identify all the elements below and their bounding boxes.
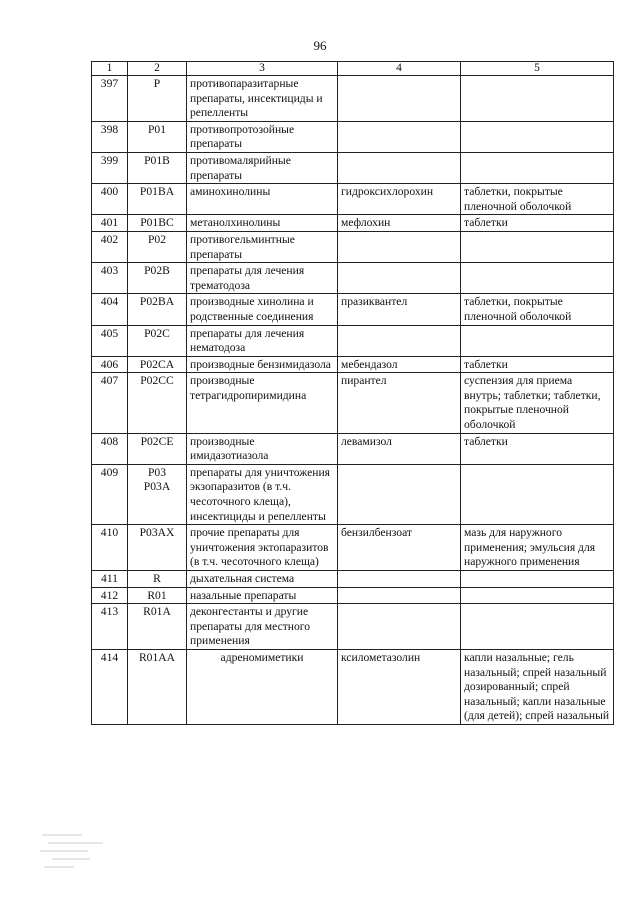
header-col-3: 3 (187, 62, 338, 76)
substance-cell: бензилбензоат (338, 525, 461, 571)
group-name-cell: деконгестанты и другие препараты для местного применения (187, 604, 338, 650)
table-row (92, 373, 614, 433)
table-row (92, 121, 614, 152)
table-row (92, 604, 614, 650)
row-number-cell: 410 (92, 525, 128, 571)
substance-cell (338, 76, 461, 122)
atc-code-cell: P03AX (128, 525, 187, 571)
row-number-cell: 402 (92, 231, 128, 262)
group-name-cell: метанолхинолины (187, 215, 338, 232)
substance-cell (338, 231, 461, 262)
row-number-cell: 399 (92, 152, 128, 183)
atc-code-cell: P02BA (128, 294, 187, 325)
header-row (92, 62, 614, 76)
page-number: 96 (313, 38, 327, 53)
row-number-cell: 412 (92, 587, 128, 604)
atc-code-cell: P02CC (128, 373, 187, 433)
row-number-cell: 400 (92, 184, 128, 215)
dosage-form-cell (461, 263, 614, 294)
row-number-cell: 404 (92, 294, 128, 325)
row-number-cell: 408 (92, 433, 128, 464)
row-number-cell: 398 (92, 121, 128, 152)
group-name-cell: противогельминтные препараты (187, 231, 338, 262)
group-name-cell: назальные препараты (187, 587, 338, 604)
dosage-form-cell (461, 464, 614, 524)
atc-code-cell: P02C (128, 325, 187, 356)
substance-cell: празиквантел (338, 294, 461, 325)
atc-code-cell: P01BA (128, 184, 187, 215)
header-col-2: 2 (128, 62, 187, 76)
group-name-cell: производные бензимидазола (187, 356, 338, 373)
dosage-form-cell: мазь для наружного применения; эмульсия для наружного применения (461, 525, 614, 571)
atc-code-cell: R (128, 571, 187, 588)
row-number-cell: 403 (92, 263, 128, 294)
table-row (92, 184, 614, 215)
table-row (92, 433, 614, 464)
row-number-cell: 397 (92, 76, 128, 122)
header-col-1: 1 (92, 62, 128, 76)
dosage-form-cell (461, 152, 614, 183)
faded-stamp-mark (40, 832, 110, 872)
dosage-form-cell: таблетки, покрытые пленочной оболочкой (461, 184, 614, 215)
table-row (92, 649, 614, 724)
header-col-5: 5 (461, 62, 614, 76)
dosage-form-cell: капли назальные; гель назальный; спрей назальный дозированный; спрей назальный; капли назальные (для детей); спрей назальный (461, 649, 614, 724)
dosage-form-cell: суспензия для приема внутрь; таблетки; таблетки, покрытые пленочной оболочкой (461, 373, 614, 433)
row-number-cell: 413 (92, 604, 128, 650)
dosage-form-cell (461, 121, 614, 152)
row-number-cell: 409 (92, 464, 128, 524)
atc-code-cell: P02CE (128, 433, 187, 464)
dosage-form-cell (461, 231, 614, 262)
group-name-cell: противопаразитарные препараты, инсектициды и репелленты (187, 76, 338, 122)
atc-code-cell: P01B (128, 152, 187, 183)
table-row (92, 587, 614, 604)
table-row (92, 76, 614, 122)
group-name-cell: прочие препараты для уничтожения эктопаразитов (в т.ч. чесоточного клеща) (187, 525, 338, 571)
substance-cell (338, 152, 461, 183)
table-header (92, 62, 614, 76)
group-name-cell: противомалярийные препараты (187, 152, 338, 183)
table-row (92, 294, 614, 325)
dosage-form-cell: таблетки (461, 433, 614, 464)
atc-code-cell: P (128, 76, 187, 122)
dosage-form-cell (461, 587, 614, 604)
group-name-cell: производные тетрагидропиримидина (187, 373, 338, 433)
table-row (92, 263, 614, 294)
group-name-cell: производные имидазотиазола (187, 433, 338, 464)
atc-code-cell: P02 (128, 231, 187, 262)
group-name-cell: дыхательная система (187, 571, 338, 588)
table-row (92, 325, 614, 356)
substance-cell (338, 464, 461, 524)
row-number-cell: 401 (92, 215, 128, 232)
group-name-cell: производные хинолина и родственные соединения (187, 294, 338, 325)
substance-cell (338, 587, 461, 604)
table-row (92, 231, 614, 262)
row-number-cell: 406 (92, 356, 128, 373)
substance-cell (338, 604, 461, 650)
dosage-form-cell: таблетки, покрытые пленочной оболочкой (461, 294, 614, 325)
substance-cell: мебендазол (338, 356, 461, 373)
atc-code-cell: R01 (128, 587, 187, 604)
atc-code-cell: R01A (128, 604, 187, 650)
substance-cell (338, 325, 461, 356)
substance-cell: ксилометазолин (338, 649, 461, 724)
row-number-cell: 407 (92, 373, 128, 433)
row-number-cell: 411 (92, 571, 128, 588)
group-name-cell: препараты для уничтожения экзопаразитов (в т.ч. чесоточного клеща), инсектициды и репелленты (187, 464, 338, 524)
medication-table (91, 61, 614, 725)
substance-cell (338, 263, 461, 294)
dosage-form-cell: таблетки (461, 215, 614, 232)
table-row (92, 464, 614, 524)
atc-code-cell: P02CA (128, 356, 187, 373)
atc-code-cell: R01AA (128, 649, 187, 724)
table-row (92, 152, 614, 183)
atc-code-cell: P03 P03A (128, 464, 187, 524)
group-name-cell: аминохинолины (187, 184, 338, 215)
header-col-4: 4 (338, 62, 461, 76)
substance-cell: мефлохин (338, 215, 461, 232)
dosage-form-cell (461, 604, 614, 650)
row-number-cell: 405 (92, 325, 128, 356)
substance-cell: гидроксихлорохин (338, 184, 461, 215)
table-row (92, 215, 614, 232)
substance-cell: пирантел (338, 373, 461, 433)
substance-cell (338, 121, 461, 152)
atc-code-cell: P01 (128, 121, 187, 152)
group-name-cell: препараты для лечения трематодоза (187, 263, 338, 294)
substance-cell: левамизол (338, 433, 461, 464)
table-row (92, 525, 614, 571)
row-number-cell: 414 (92, 649, 128, 724)
substance-cell (338, 571, 461, 588)
dosage-form-cell (461, 325, 614, 356)
group-name-cell: противопротозойные препараты (187, 121, 338, 152)
atc-code-cell: P01BC (128, 215, 187, 232)
table-row (92, 571, 614, 588)
group-name-cell: адреномиметики (187, 649, 338, 724)
table-row (92, 356, 614, 373)
dosage-form-cell (461, 76, 614, 122)
dosage-form-cell: таблетки (461, 356, 614, 373)
atc-code-cell: P02B (128, 263, 187, 294)
table-body (92, 76, 614, 725)
dosage-form-cell (461, 571, 614, 588)
group-name-cell: препараты для лечения нематодоза (187, 325, 338, 356)
